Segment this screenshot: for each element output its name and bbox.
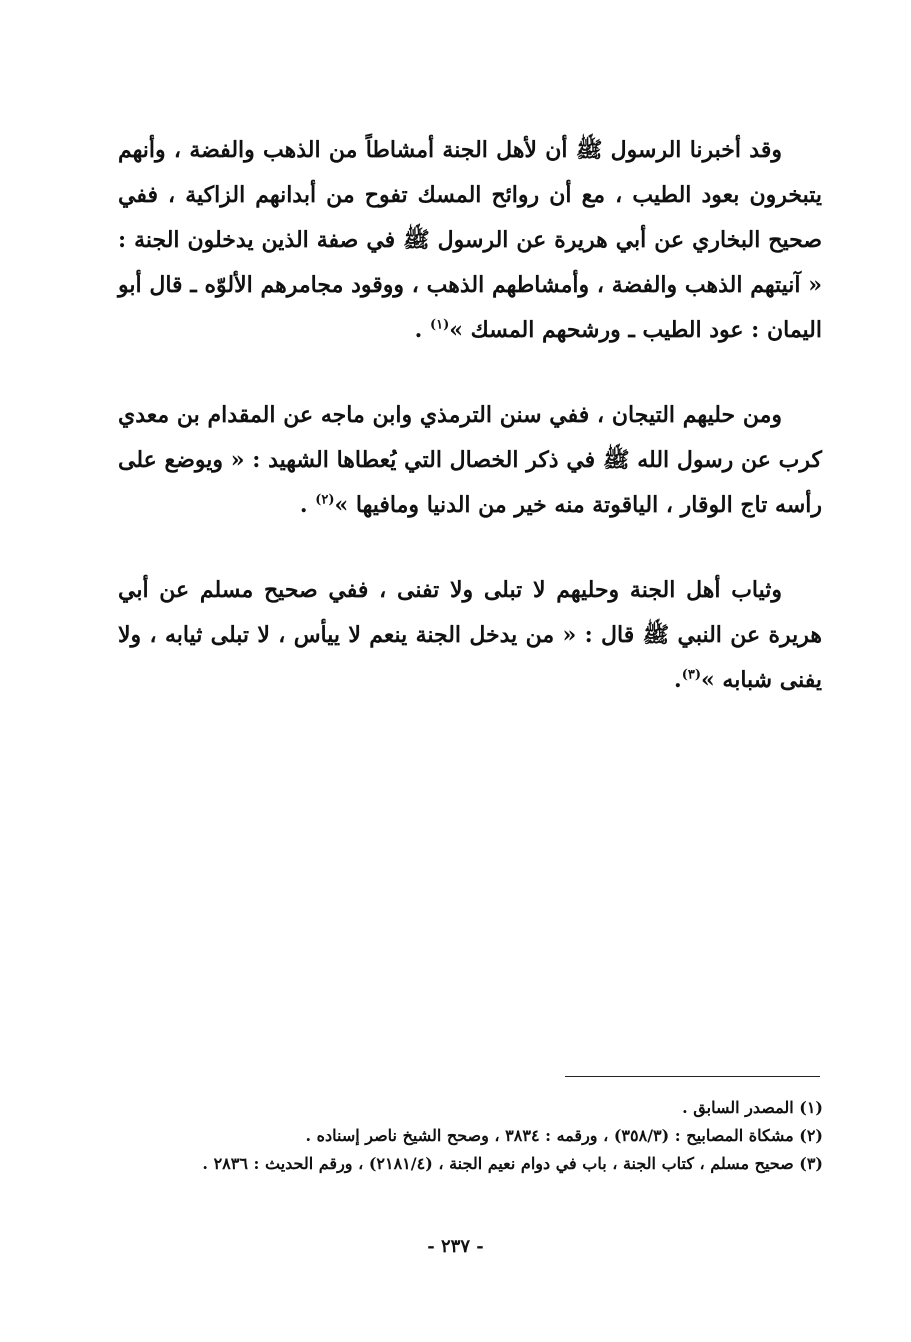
footnote-1: (١) المصدر السابق .	[682, 1098, 823, 1117]
page-number: - ٢٣٧ -	[427, 1236, 484, 1257]
footnote-3: (٣) صحيح مسلم ، كتاب الجنة ، باب في دوام نعيم الجنة ، (٢١٨١/٤) ، ورقم الحديث : ٢٨٣٦ .	[202, 1154, 823, 1173]
paragraph-1-text: وقد أخبرنا الرسول ﷺ أن لأهل الجنة أمشاطاً من الذهب والفضة ، وأنهم يتبخرون بعود الطيب ، مع أن روائح المسك تفوح من أبدانهم الزاكية ، ففي صحيح البخاري عن أبي هريرة عن الرسول ﷺ في صفة الذين يدخلون الجنة : « آنيتهم الذهب والفضة ، وأمشاطهم الذهب ، ووقود مجامرهم الألوّه ـ قال أبو اليمان : عود الطيب ـ ورشحهم المسك »	[118, 137, 822, 343]
paragraph-3-end: .	[674, 667, 682, 693]
paragraph-3	[118, 568, 822, 703]
main-text	[118, 128, 822, 743]
paragraph-1	[118, 128, 822, 353]
footnote-ref-1: (١)	[429, 317, 450, 333]
paragraph-2-end: .	[299, 492, 316, 518]
footnote-2: (٢) مشكاة المصابيح : (٣٥٨/٣) ، ورقمه : ٣٨٣٤ ، وصحح الشيخ ناصر إسناده .	[305, 1126, 823, 1145]
footnote-ref-2: (٢)	[315, 492, 335, 508]
paragraph-1-end: .	[414, 317, 430, 343]
paragraph-2	[118, 393, 822, 528]
footnote-ref-3: (٣)	[681, 667, 701, 683]
paragraph-3-text: وثياب أهل الجنة وحليهم لا تبلى ولا تفنى ، ففي صحيح مسلم عن أبي هريرة عن النبي ﷺ قال : « من يدخل الجنة ينعم لا ييأس ، لا تبلى ثيابه ، ولا يفنى شبابه »	[118, 577, 822, 693]
footnote-divider	[565, 1076, 820, 1077]
footnotes	[133, 1094, 823, 1178]
paragraph-2-text: ومن حليهم التيجان ، ففي سنن الترمذي وابن ماجه عن المقدام بن معدي كرب عن رسول الله ﷺ في ذكر الخصال التي يُعطاها الشهيد : « ويوضع على رأسه تاج الوقار ، الياقوتة منه خير من الدنيا ومافيها »	[118, 402, 822, 518]
